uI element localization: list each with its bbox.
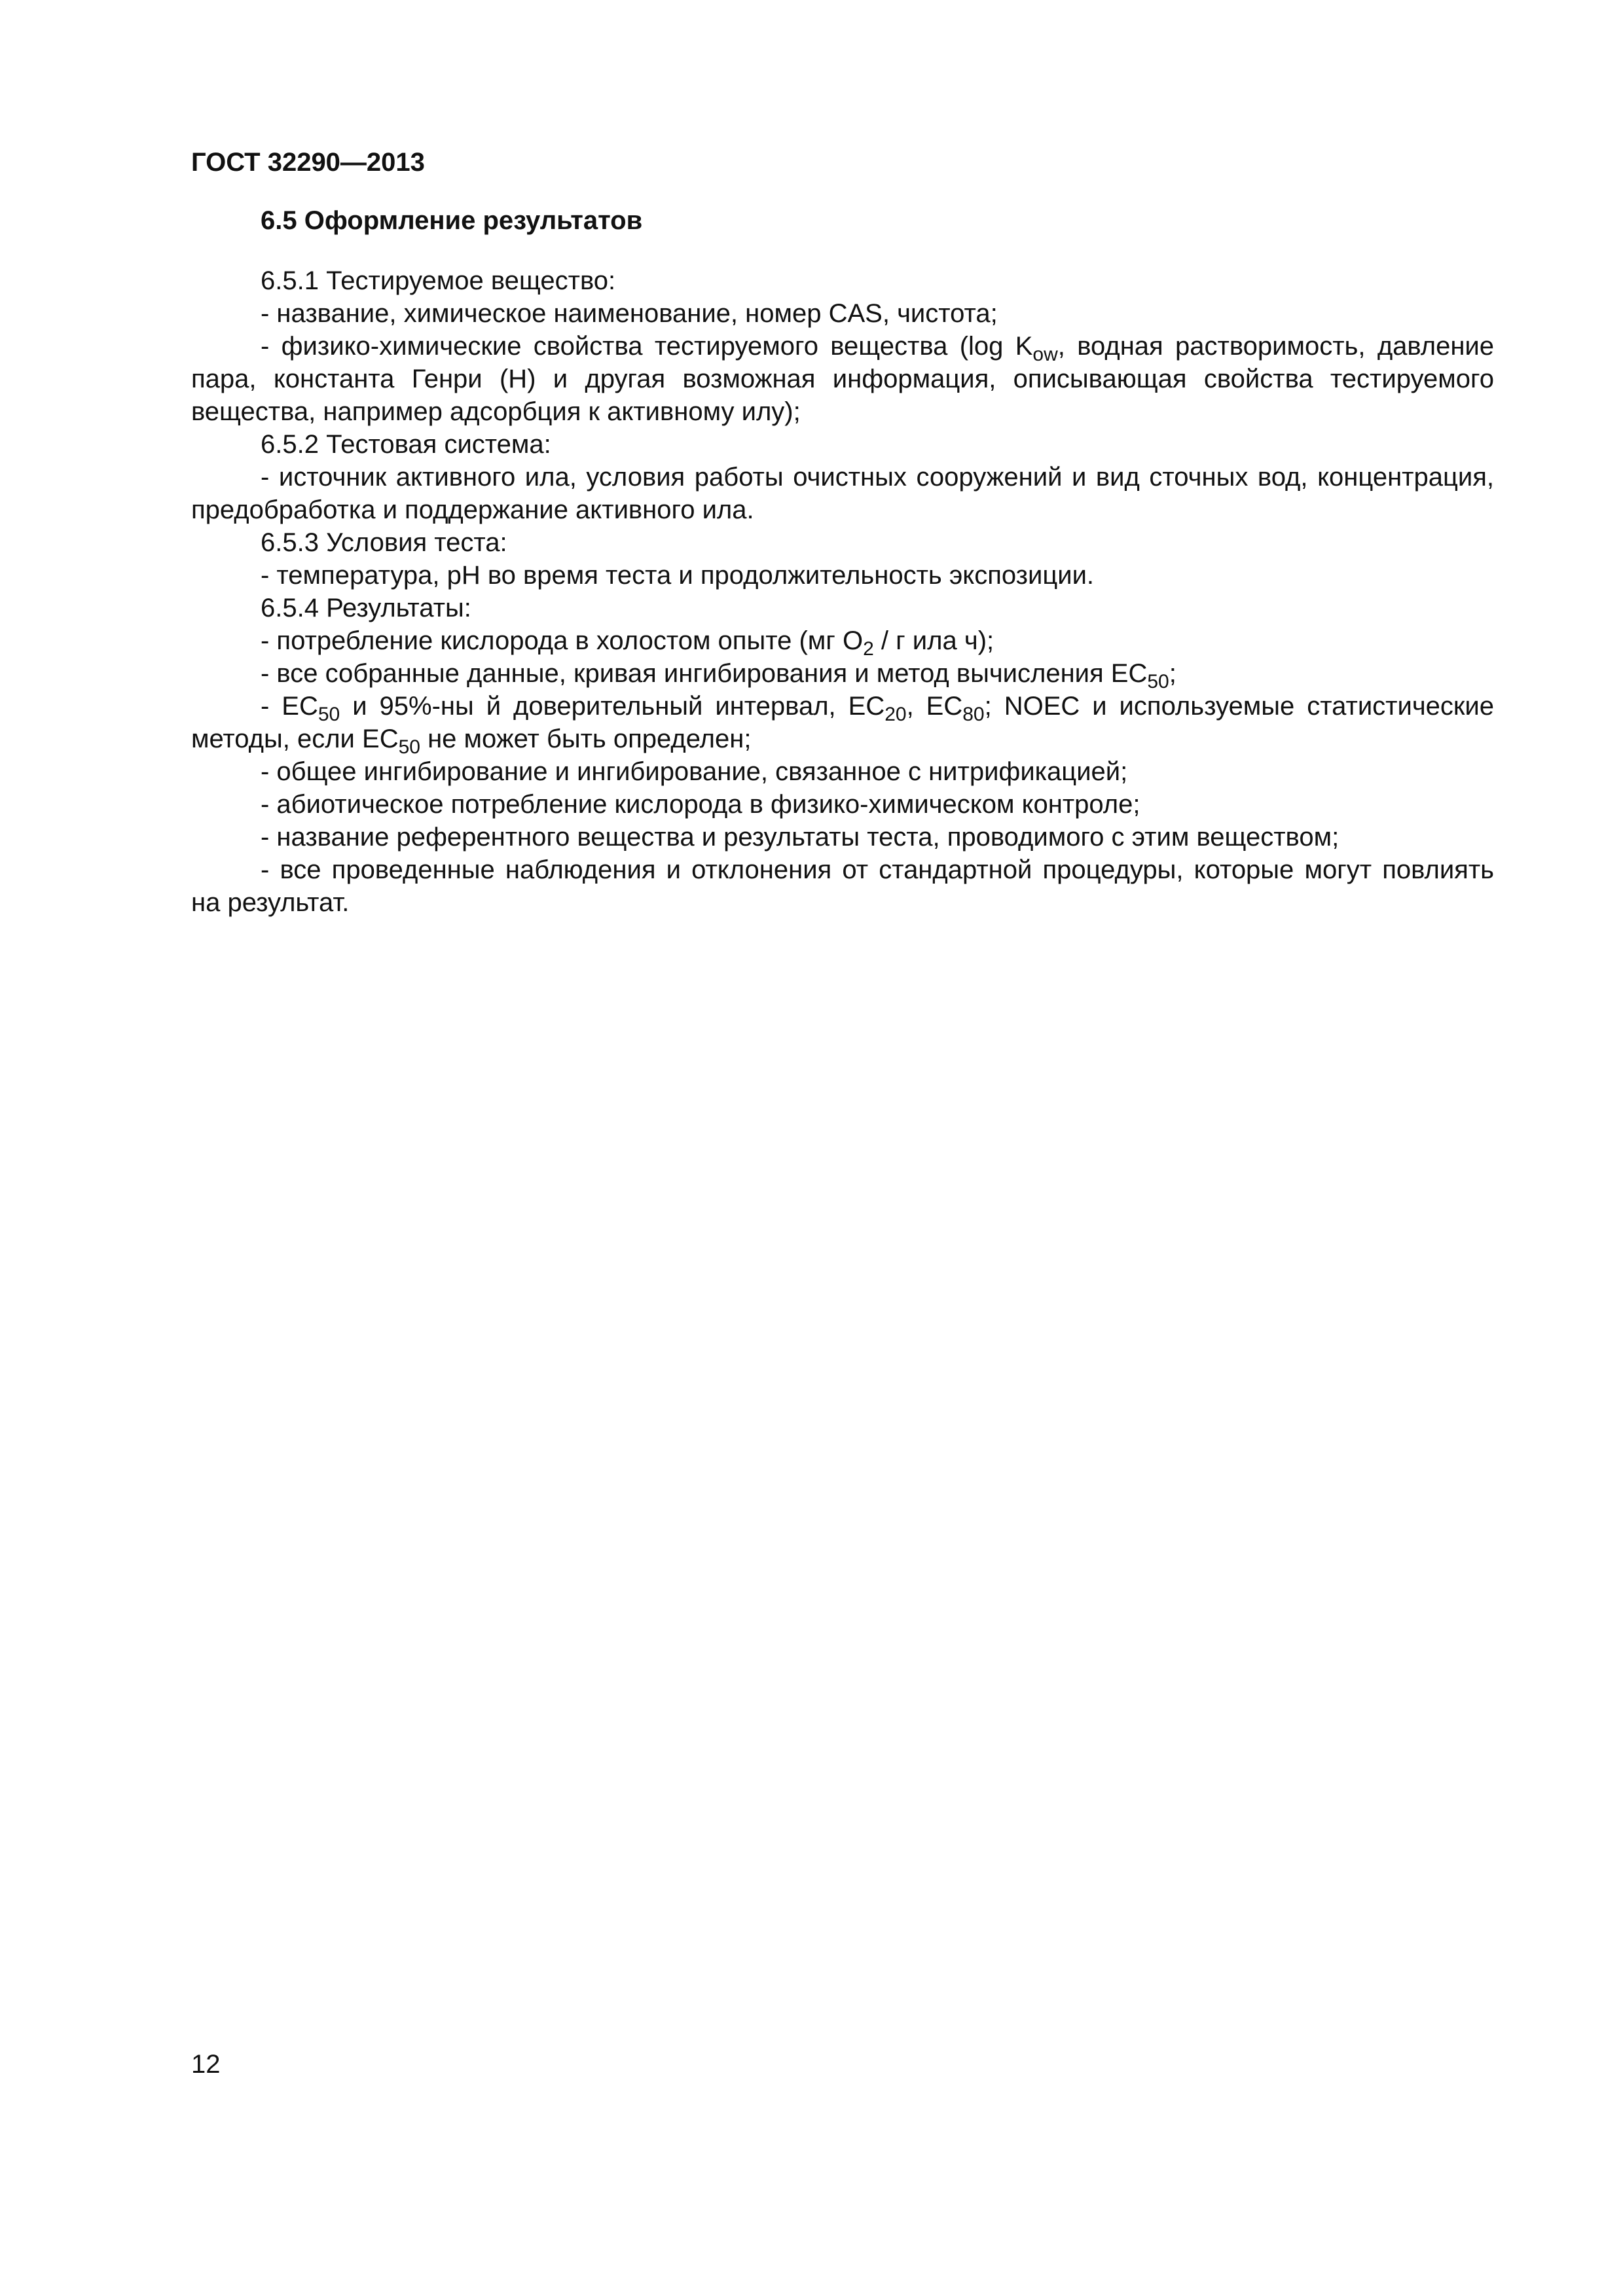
page-number: 12: [191, 2050, 221, 2079]
section-body: [191, 204, 1494, 919]
list-item-data: [191, 657, 1494, 690]
text: , водная растворимость, давление пара, константа Генри (Н) и другая возможная информация, описывающая свойства тестируемого вещества, например адсорбция к активному илу);: [191, 332, 1494, 426]
text: - EC: [261, 692, 318, 721]
text: ;: [1169, 659, 1176, 688]
text: и 95%-ны й доверительный интервал, EC: [340, 692, 885, 721]
list-item-name: - название, химическое наименование, номер CAS, чистота;: [261, 299, 998, 328]
list-item-oxygen: [191, 624, 1494, 660]
list-item-sludge: - источник активного ила, условия работы очистных сооружений и вид сточных вод, концентрация, предобработка и поддержание активного ила.: [191, 463, 1494, 524]
text: - потребление кислорода в холостом опыте (мг O: [261, 626, 864, 655]
list-item-abiotic: - абиотическое потребление кислорода в физико-химическом контроле;: [261, 790, 1140, 819]
subscript: ow: [1032, 344, 1058, 365]
paragraph-6-5-4: 6.5.4 Результаты:: [261, 594, 471, 622]
text: ; NOEC и используемые статистические методы, если EC: [191, 692, 1495, 753]
document-code: ГОСТ 32290—2013: [191, 148, 425, 177]
text: / г ила ч);: [873, 626, 994, 655]
list-item-reference: - название референтного вещества и результаты теста, проводимого с этим веществом;: [261, 823, 1340, 852]
subscript: 50: [318, 704, 340, 725]
subscript: 50: [1147, 671, 1169, 692]
list-item-properties: [191, 330, 1494, 428]
subscript: 2: [863, 638, 874, 660]
list-item-inhibition: - общее ингибирование и ингибирование, связанное с нитрификацией;: [261, 757, 1128, 786]
text: , EC: [906, 692, 963, 721]
list-item-temperature: - температура, pH во время теста и продолжительность экспозиции.: [261, 561, 1095, 590]
text: - все собранные данные, кривая ингибирования и метод вычисления EC: [261, 659, 1148, 688]
text: не может быть определен;: [420, 725, 752, 753]
section-heading: 6.5 Оформление результатов: [261, 206, 643, 235]
list-item-observations: - все проведенные наблюдения и отклонения от стандартной процедуры, которые могут повлиять на результат.: [191, 855, 1494, 917]
paragraph-6-5-2: 6.5.2 Тестовая система:: [261, 430, 551, 459]
list-item-ec: [191, 690, 1495, 758]
paragraph-6-5-3: 6.5.3 Условия теста:: [261, 528, 507, 557]
subscript: 50: [398, 736, 420, 758]
paragraph-6-5-1: 6.5.1 Тестируемое вещество:: [261, 266, 616, 295]
subscript: 20: [884, 704, 907, 725]
subscript: 80: [962, 704, 985, 725]
text: - физико-химические свойства тестируемого вещества (log K: [261, 332, 1033, 361]
